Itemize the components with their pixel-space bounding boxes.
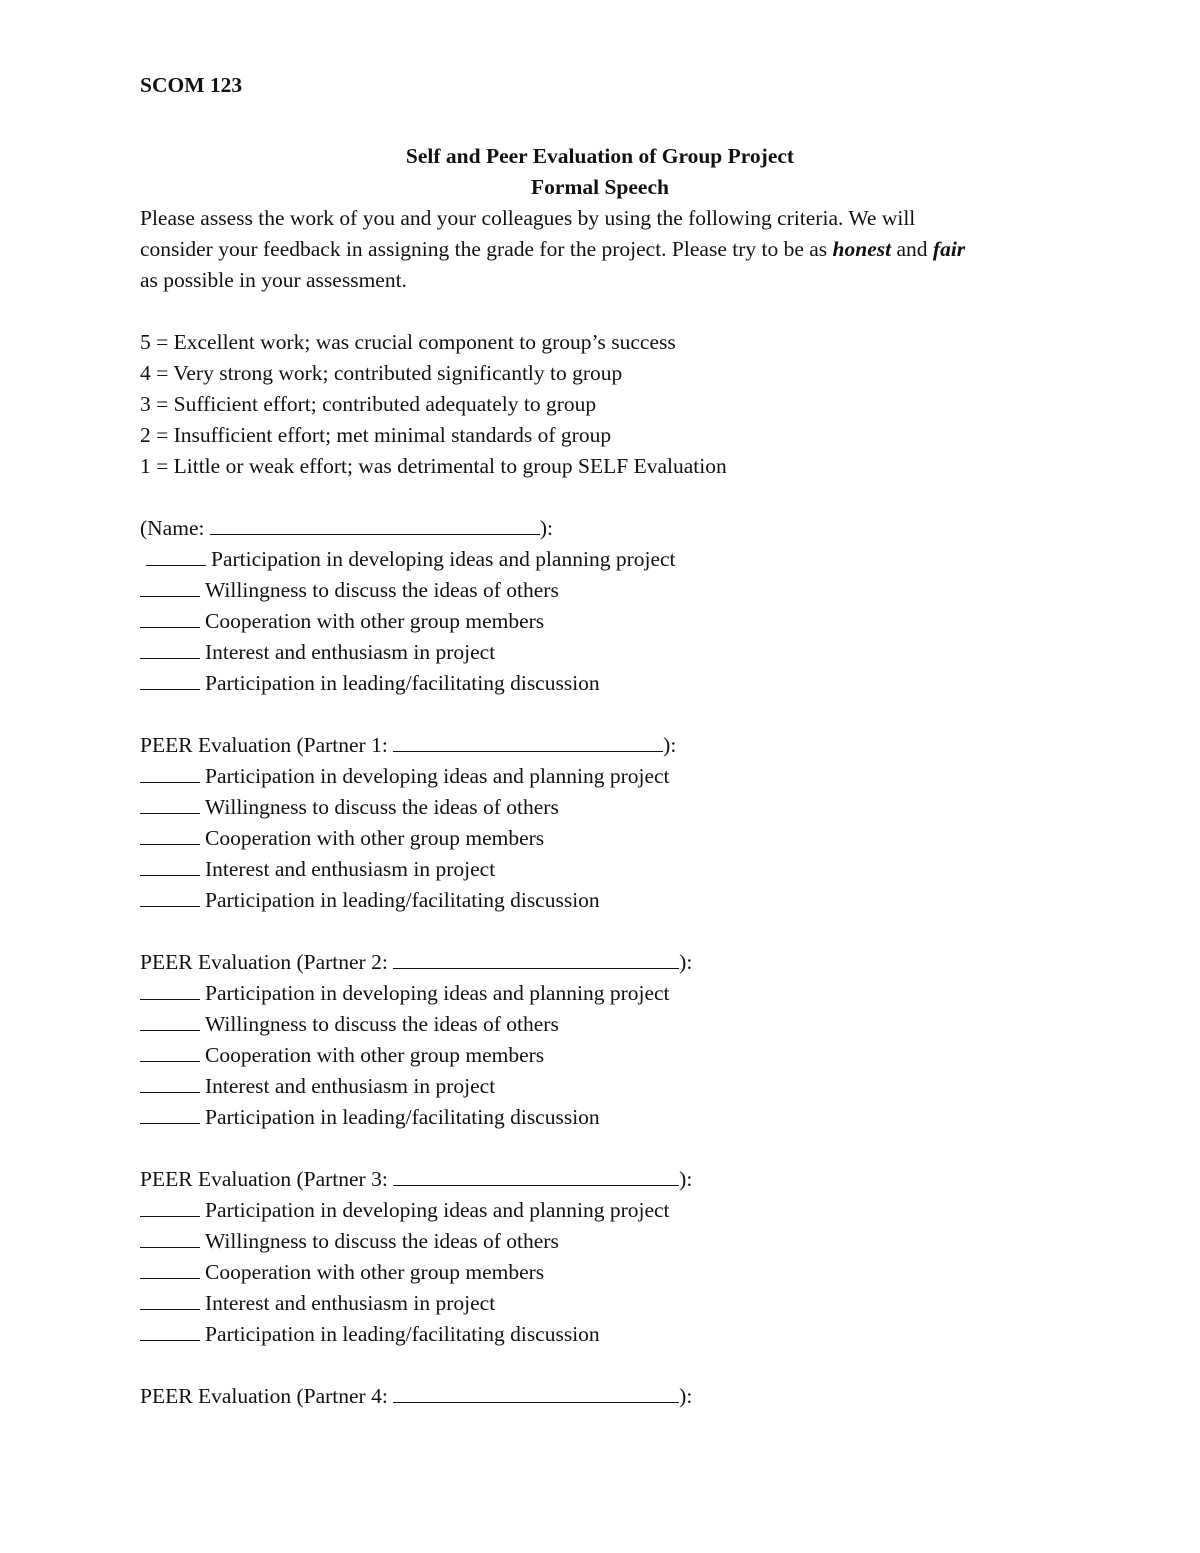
peer-3-header bbox=[140, 1164, 692, 1195]
self-criterion-row bbox=[140, 637, 495, 668]
criterion-label: Participation in leading/facilitating discussion bbox=[205, 888, 600, 912]
self-name-label: (Name: bbox=[140, 516, 210, 540]
score-blank[interactable] bbox=[140, 1041, 200, 1062]
score-blank[interactable] bbox=[140, 1103, 200, 1124]
peer-3-criterion-row bbox=[140, 1257, 544, 1288]
peer-1-header bbox=[140, 730, 676, 761]
peer-1-label: PEER Evaluation (Partner 1: bbox=[140, 733, 394, 757]
peer-1-close: ): bbox=[663, 733, 677, 757]
document-title: Self and Peer Evaluation of Group Project bbox=[405, 144, 795, 168]
criterion-label: Willingness to discuss the ideas of others bbox=[205, 795, 559, 819]
peer-4-close: ): bbox=[679, 1384, 693, 1408]
peer-4-header bbox=[140, 1381, 692, 1412]
score-blank[interactable] bbox=[140, 1320, 200, 1341]
peer-3-criterion-row bbox=[140, 1226, 559, 1257]
score-blank[interactable] bbox=[140, 669, 200, 690]
criterion-label: Cooperation with other group members bbox=[205, 1043, 545, 1067]
peer-3-criterion-row bbox=[140, 1319, 600, 1350]
criterion-label: Participation in developing ideas and planning project bbox=[205, 1198, 670, 1222]
scale-item: 5 = Excellent work; was crucial component to group’s success bbox=[140, 330, 676, 354]
criterion-label: Participation in leading/facilitating discussion bbox=[205, 671, 600, 695]
self-criterion-row bbox=[140, 606, 544, 637]
scale-item: 4 = Very strong work; contributed significantly to group bbox=[140, 361, 623, 385]
criterion-label: Cooperation with other group members bbox=[205, 826, 545, 850]
score-blank[interactable] bbox=[140, 1196, 200, 1217]
peer-4-label: PEER Evaluation (Partner 4: bbox=[140, 1384, 394, 1408]
peer-2-header bbox=[140, 947, 692, 978]
self-criterion-row bbox=[140, 668, 600, 699]
peer-4-name-field[interactable] bbox=[393, 1382, 679, 1403]
peer-3-criterion-row bbox=[140, 1288, 495, 1319]
peer-2-criterion-row bbox=[140, 1040, 544, 1071]
criterion-label: Participation in developing ideas and planning project bbox=[205, 764, 670, 788]
peer-1-criterion-row bbox=[140, 792, 559, 823]
intro-line-2 bbox=[140, 234, 965, 265]
criterion-label: Interest and enthusiasm in project bbox=[205, 1291, 496, 1315]
peer-2-criterion-row bbox=[140, 1102, 600, 1133]
score-blank[interactable] bbox=[140, 979, 200, 1000]
self-name-close: ): bbox=[539, 516, 553, 540]
peer-3-label: PEER Evaluation (Partner 3: bbox=[140, 1167, 394, 1191]
honest-emphasis: honest bbox=[832, 237, 892, 261]
criterion-label: Cooperation with other group members bbox=[205, 609, 545, 633]
peer-2-close: ): bbox=[679, 950, 693, 974]
self-name-field[interactable] bbox=[210, 514, 540, 535]
peer-1-criterion-row bbox=[140, 761, 670, 792]
criterion-label: Interest and enthusiasm in project bbox=[205, 640, 496, 664]
peer-2-criterion-row bbox=[140, 978, 670, 1009]
criterion-label: Interest and enthusiasm in project bbox=[205, 1074, 496, 1098]
criterion-label: Cooperation with other group members bbox=[205, 1260, 545, 1284]
criterion-label: Willingness to discuss the ideas of others bbox=[205, 578, 559, 602]
score-blank[interactable] bbox=[140, 638, 200, 659]
score-blank[interactable] bbox=[140, 855, 200, 876]
score-blank[interactable] bbox=[140, 576, 200, 597]
intro-line-1: Please assess the work of you and your colleagues by using the following criteria. We will bbox=[140, 206, 916, 230]
score-blank[interactable] bbox=[140, 824, 200, 845]
score-blank[interactable] bbox=[140, 886, 200, 907]
peer-1-criterion-row bbox=[140, 823, 544, 854]
self-criterion-row bbox=[140, 575, 559, 606]
intro-line-3: as possible in your assessment. bbox=[140, 268, 407, 292]
self-criterion-row bbox=[146, 544, 676, 575]
peer-3-close: ): bbox=[679, 1167, 693, 1191]
course-code: SCOM 123 bbox=[140, 73, 243, 97]
fair-emphasis: fair bbox=[932, 237, 966, 261]
score-blank[interactable] bbox=[140, 1227, 200, 1248]
peer-1-criterion-row bbox=[140, 885, 600, 916]
criterion-label: Participation in developing ideas and planning project bbox=[205, 981, 670, 1005]
score-blank[interactable] bbox=[140, 1072, 200, 1093]
scale-item: 1 = Little or weak effort; was detrimental to group SELF Evaluation bbox=[140, 454, 727, 478]
score-blank[interactable] bbox=[146, 545, 206, 566]
document-subtitle: Formal Speech bbox=[531, 175, 669, 199]
criterion-label: Participation in developing ideas and planning project bbox=[211, 547, 676, 571]
peer-2-label: PEER Evaluation (Partner 2: bbox=[140, 950, 394, 974]
scale-item: 2 = Insufficient effort; met minimal standards of group bbox=[140, 423, 612, 447]
scale-item: 3 = Sufficient effort; contributed adequately to group bbox=[140, 392, 597, 416]
peer-2-criterion-row bbox=[140, 1071, 495, 1102]
criterion-label: Willingness to discuss the ideas of others bbox=[205, 1229, 559, 1253]
peer-1-criterion-row bbox=[140, 854, 495, 885]
peer-3-name-field[interactable] bbox=[393, 1165, 679, 1186]
intro-and: and bbox=[891, 237, 933, 261]
score-blank[interactable] bbox=[140, 1010, 200, 1031]
score-blank[interactable] bbox=[140, 762, 200, 783]
criterion-label: Participation in leading/facilitating discussion bbox=[205, 1105, 600, 1129]
intro-line-2-text: consider your feedback in assigning the grade for the project. Please try to be as bbox=[140, 237, 833, 261]
peer-2-criterion-row bbox=[140, 1009, 559, 1040]
score-blank[interactable] bbox=[140, 793, 200, 814]
score-blank[interactable] bbox=[140, 607, 200, 628]
criterion-label: Willingness to discuss the ideas of others bbox=[205, 1012, 559, 1036]
peer-3-criterion-row bbox=[140, 1195, 670, 1226]
self-name-line bbox=[140, 513, 553, 544]
criterion-label: Interest and enthusiasm in project bbox=[205, 857, 496, 881]
peer-2-name-field[interactable] bbox=[393, 948, 679, 969]
score-blank[interactable] bbox=[140, 1289, 200, 1310]
criterion-label: Participation in leading/facilitating discussion bbox=[205, 1322, 600, 1346]
peer-1-name-field[interactable] bbox=[393, 731, 663, 752]
score-blank[interactable] bbox=[140, 1258, 200, 1279]
